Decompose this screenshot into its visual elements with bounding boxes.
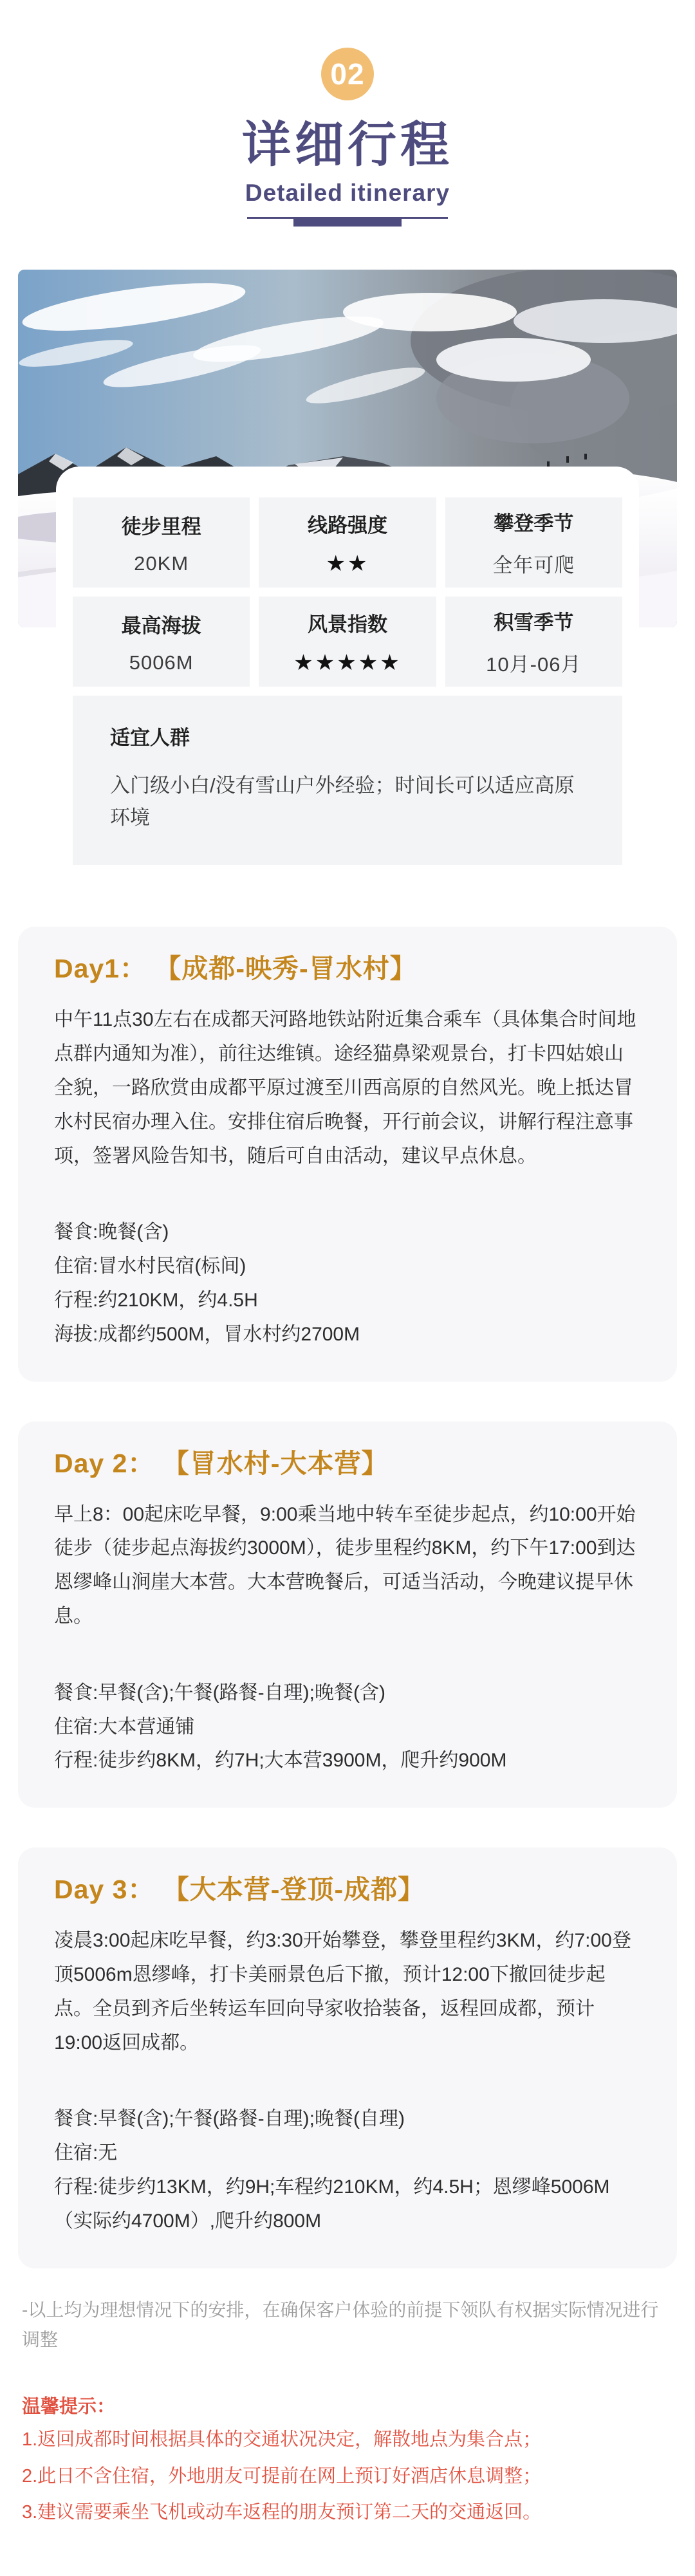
- day1-details: [54, 1216, 641, 1351]
- stat-value: 20KM: [134, 551, 189, 575]
- stat-cell-climb-season: [445, 497, 622, 588]
- stat-label: 线路强度: [307, 514, 387, 537]
- star-rating: ★★★★★: [293, 650, 402, 675]
- audience-label: 适宜人群: [110, 727, 190, 749]
- tip-2: 2.此日不含住宿，外地朋友可提前在网上预订好酒店休息调整；: [22, 2465, 542, 2487]
- stat-cell-hiking-distance: [73, 497, 250, 588]
- tips-title: 温馨提示：: [22, 2396, 116, 2417]
- stat-label: 攀登季节: [494, 512, 574, 535]
- title-divider: [247, 217, 448, 228]
- day3-trip: 行程:徒步约13KM，约9H;车程约210KM，约4.5H；恩缪峰5006M（实际约4700M）,爬升约800M: [54, 2176, 610, 2232]
- stat-value: 全年可爬: [492, 554, 575, 577]
- adjustment-note: -以上均为理想情况下的安排，在确保客户体验的前提下领队有权据实际情况进行调整: [22, 2299, 659, 2349]
- page-title: 详细行程: [242, 118, 453, 172]
- stat-cell-snow-season: [445, 597, 622, 687]
- section-number-badge: [321, 48, 374, 100]
- day2-description: 早上8：00起床吃早餐，9:00乘当地中转车至徒步起点，约10:00开始徒步（徒步起点海拔约3000M），徒步里程约8KM，约下午17:00到达恩缪峰山涧崖大本营。大本营晚餐后，可适当活动，今晚建议提早休息。: [54, 1503, 636, 1627]
- stat-value: 10月-06月: [486, 653, 582, 676]
- audience-text: 入门级小白/没有雪山户外经验；时间长可以适应高原环境: [110, 774, 575, 829]
- audience-block: [73, 696, 622, 865]
- stat-value: 5006M: [129, 651, 194, 674]
- day1-title: Day1： 【成都-映秀-冒水村】: [54, 954, 417, 984]
- stat-label: 徒步里程: [121, 515, 201, 538]
- stat-label: 积雪季节: [494, 611, 574, 634]
- star-rating: ★★: [326, 551, 369, 576]
- day2-details: [54, 1676, 641, 1778]
- day3-description: 凌晨3:00起床吃早餐，约3:30开始攀登，攀登里程约3KM，约7:00登顶5006m恩缪峰，打卡美丽景色后下撤，预计12:00下撤回徒步起点。全员到齐后坐转运车回向导家收拾装备，返程回成都，预计19:00返回成都。: [54, 1930, 631, 2053]
- day2-trip: 行程:徒步约8KM，约7H;大本营3900M，爬升约900M: [54, 1750, 507, 1772]
- stat-cell-route-difficulty: [259, 497, 436, 588]
- day3-details: [54, 2102, 641, 2238]
- stat-label: 风景指数: [307, 613, 387, 636]
- stats-card: [56, 467, 639, 887]
- day1-trip: 行程:约210KM，约4.5H: [54, 1290, 258, 1311]
- day2-title: Day 2： 【冒水村-大本营】: [54, 1448, 389, 1478]
- day2-meals: 餐食:早餐(含);午餐(路餐-自理);晚餐(含): [54, 1682, 385, 1703]
- day3-card: [18, 1848, 677, 2268]
- day2-card: [18, 1422, 677, 1808]
- section-header: [0, 0, 695, 228]
- day2-lodging: 住宿:大本营通铺: [54, 1716, 195, 1737]
- stat-cell-max-altitude: [73, 597, 250, 687]
- section-number: 02: [330, 57, 365, 91]
- day1-description: 中午11点30左右在成都天河路地铁站附近集合乘车（具体集合时间地点群内通知为准），前往达维镇。途经猫鼻梁观景台，打卡四姑娘山全貌，一路欣赏由成都平原过渡至川西高原的自然风光。晚上抵达冒水村民宿办理入住。安排住宿后晚餐，开行前会议，讲解行程注意事项，签署风险告知书，随后可自由活动，建议早点休息。: [54, 1009, 636, 1167]
- day1-meals: 餐食:晚餐(含): [54, 1221, 169, 1243]
- day1-card: [18, 927, 677, 1381]
- tips-block: [22, 2392, 673, 2531]
- stats-grid: [73, 497, 622, 687]
- stat-label: 最高海拔: [121, 614, 201, 637]
- tip-3: 3.建议需要乘坐飞机或动车返程的朋友预订第二天的交通返回。: [22, 2502, 542, 2523]
- page-subtitle: Detailed itinerary: [245, 180, 450, 206]
- day1-altitude: 海拔:成都约500M，冒水村约2700M: [54, 1323, 360, 1345]
- divider-bar: [293, 218, 402, 227]
- day3-lodging: 住宿:无: [54, 2142, 118, 2164]
- tip-1: 1.返回成都时间根据具体的交通状况决定，解散地点为集合点；: [22, 2429, 542, 2451]
- day3-meals: 餐食:早餐(含);午餐(路餐-自理);晚餐(自理): [54, 2108, 405, 2130]
- day3-title: Day 3： 【大本营-登顶-成都】: [54, 1875, 425, 1905]
- day1-lodging: 住宿:冒水村民宿(标间): [54, 1256, 246, 1277]
- day-sections: [0, 927, 695, 2268]
- footer-notes: [0, 2268, 695, 2576]
- stat-cell-scenery-index: [259, 597, 436, 687]
